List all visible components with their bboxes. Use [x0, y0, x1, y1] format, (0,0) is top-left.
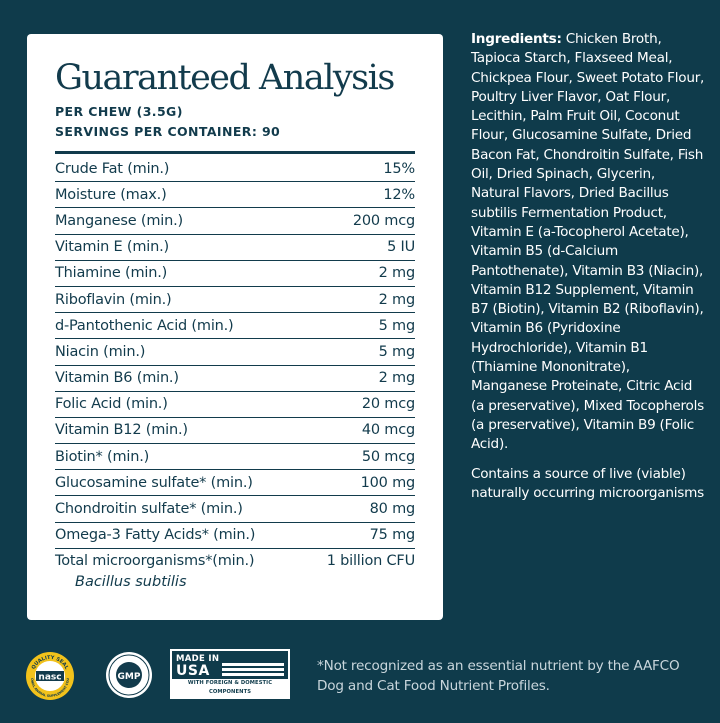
table-row [55, 261, 415, 287]
made-in-usa-badge [170, 649, 290, 699]
nutrient-label: d-Pantothenic Acid (min.) [55, 317, 234, 334]
nutrient-value: 5 mg [378, 343, 415, 360]
table-row [55, 444, 415, 470]
nutrient-value: 15% [383, 160, 415, 177]
gmp-text: GMP [117, 672, 141, 682]
nasc-bottom-text: ONAL ANIMAL SUPPLEMENT COU [29, 677, 71, 699]
nutrient-label: Omega-3 Fatty Acids* (min.) [55, 527, 256, 544]
nutrient-value: 1 billion CFU [326, 552, 415, 569]
table-row [55, 523, 415, 549]
nutrient-value: 2 mg [378, 291, 415, 308]
nutrient-label: Moisture (max.) [55, 186, 167, 203]
table-row [55, 470, 415, 496]
guaranteed-analysis-panel [27, 34, 443, 620]
nutrient-label: Niacin (min.) [55, 343, 146, 360]
nutrient-value: 12% [383, 186, 415, 203]
ingredients-paragraph [471, 30, 707, 455]
table-row [55, 182, 415, 208]
nutrient-value: 200 mcg [352, 212, 415, 229]
footnote: *Not recognized as an essential nutrient by the AAFCO Dog and Cat Food Nutrient Profiles. [317, 658, 680, 694]
nutrient-value: 2 mg [378, 370, 415, 387]
nutrient-label: Thiamine (min.) [55, 265, 168, 282]
table-row [55, 156, 415, 182]
table-row [55, 392, 415, 418]
made-in-label: MADE IN [176, 654, 220, 664]
nutrient-label: Glucosamine sulfate* (min.) [55, 474, 253, 491]
nasc-top-text: QUALITY SEAL [30, 654, 70, 671]
nutrient-label: Riboflavin (min.) [55, 291, 172, 308]
usa-label: USA [176, 663, 210, 679]
table-row [55, 339, 415, 365]
nutrient-value: 100 mg [360, 474, 415, 491]
analysis-table [55, 156, 415, 573]
components-label: WITH FOREIGN & DOMESTIC COMPONENTS [172, 679, 288, 697]
table-row [55, 287, 415, 313]
nutrient-label: Total microorganisms*(min.) [55, 552, 255, 569]
servings-label: SERVINGS PER CONTAINER: 90 [55, 124, 281, 139]
table-row [55, 313, 415, 339]
table-row [55, 549, 415, 573]
nutrient-value: 5 IU [387, 239, 415, 256]
ingredients-list: Chicken Broth, Tapioca Starch, Flaxseed Meal, Chickpea Flour, Sweet Potato Flour, Poultry Liver Flavor, Oat Flour, Lecithin, Palm Fruit Oil, Coconut Flour, Glucosamine Sulfate, Dried Bacon Fat, Chondroitin Sulfate, Fish Oil, Dried Spinach, Glycerin, Natural Flavors, Dried Bacillus subtilis Fermentation Product, Vitamin E (a-Tocopherol Acetate), Vitamin B5 (d-Calcium Pantothenate), Vitamin B3 (Niacin), Vitamin B12 Supplement, Vitamin B7 (Biotin), Vitamin B2 (Riboflavin), Vitamin B6 (Pyridoxine Hydrochloride), Vitamin B1 (Thiamine Mononitrate), Manganese Proteinate, Citric Acid (a preservative), Mixed Tocopherols (a preservative), Vitamin B9 (Folic Acid). [471, 31, 705, 453]
nutrient-label: Chondroitin sulfate* (min.) [55, 501, 243, 518]
table-row [55, 208, 415, 234]
nutrient-label: Folic Acid (min.) [55, 396, 168, 413]
heavy-divider [55, 151, 415, 154]
per-chew-label: PER CHEW (3.5G) [55, 104, 183, 119]
nutrient-value: 40 mcg [361, 422, 415, 439]
nutrient-value: 5 mg [378, 317, 415, 334]
microorganisms-note: Contains a source of live (viable) naturally occurring microorganisms [471, 465, 704, 501]
species-name: Bacillus subtilis [75, 573, 187, 590]
table-row [55, 418, 415, 444]
ingredients-heading: Ingredients: [471, 31, 562, 47]
nutrient-label: Vitamin E (min.) [55, 239, 169, 256]
nutrient-value: 75 mg [369, 527, 415, 544]
nutrient-value: 50 mcg [361, 448, 415, 465]
table-row [55, 366, 415, 392]
nutrient-label: Vitamin B12 (min.) [55, 422, 188, 439]
table-row [55, 496, 415, 522]
nutrient-label: Vitamin B6 (min.) [55, 370, 179, 387]
panel-title: Guaranteed Analysis [55, 58, 394, 98]
nasc-main-text: nasc [38, 672, 62, 683]
nutrient-label: Biotin* (min.) [55, 448, 150, 465]
ingredients-column [471, 30, 707, 513]
nutrient-value: 20 mcg [361, 396, 415, 413]
nutrient-value: 2 mg [378, 265, 415, 282]
gmp-seal-icon [105, 651, 153, 699]
nasc-seal-icon [25, 651, 75, 701]
nutrient-label: Crude Fat (min.) [55, 160, 170, 177]
nutrient-label: Manganese (min.) [55, 212, 183, 229]
nutrient-value: 80 mg [369, 501, 415, 518]
flag-stripes-icon [222, 663, 284, 678]
table-row [55, 235, 415, 261]
